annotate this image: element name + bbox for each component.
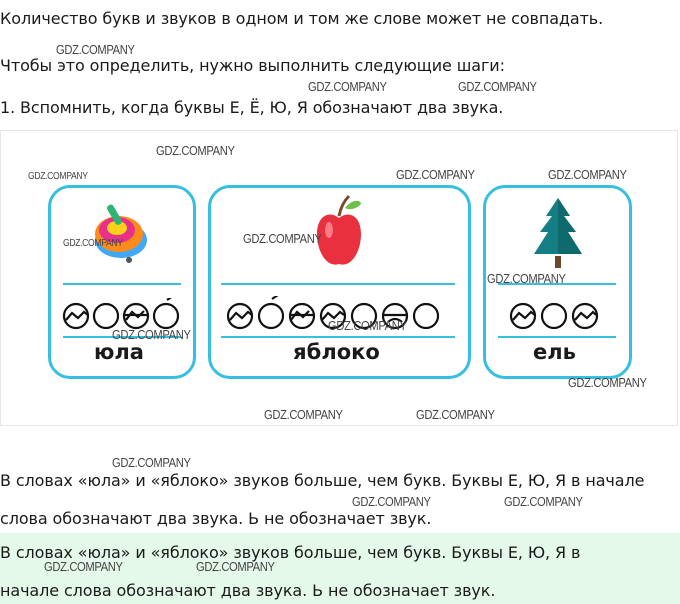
watermark: GDZ.COMPANY bbox=[63, 238, 123, 249]
divider-line bbox=[221, 283, 455, 285]
intro-line-1: Количество букв и звуков в одном и том же слове может не совпадать. bbox=[0, 9, 604, 28]
spinning-top-icon bbox=[89, 202, 153, 266]
watermark: GDZ.COMPANY bbox=[416, 407, 495, 422]
step-1-text: 1. Вспомнить, когда буквы Е, Ё, Ю, Я обозначают два звука. bbox=[0, 98, 504, 117]
watermark: GDZ.COMPANY bbox=[112, 327, 191, 342]
watermark: GDZ.COMPANY bbox=[396, 167, 475, 182]
watermark: GDZ.COMPANY bbox=[458, 79, 537, 94]
watermark: GDZ.COMPANY bbox=[504, 494, 583, 509]
answer-line-1: В словах «юла» и «яблоко» звуков больше, чем букв. Буквы Е, Ю, Я в начале bbox=[0, 471, 645, 490]
watermark: GDZ.COMPANY bbox=[352, 494, 431, 509]
divider-line bbox=[498, 336, 616, 338]
watermark: GDZ.COMPANY bbox=[44, 559, 123, 574]
fir-tree-icon bbox=[532, 198, 584, 270]
word-yabloko: яблоко bbox=[293, 340, 380, 364]
watermark: GDZ.COMPANY bbox=[56, 42, 135, 57]
divider-line bbox=[63, 283, 181, 285]
watermark: GDZ.COMPANY bbox=[196, 559, 275, 574]
answer-line-2: слова обозначают два звука. Ь не обозначает звук. bbox=[0, 509, 432, 528]
apple-icon bbox=[315, 194, 363, 270]
watermark: GDZ.COMPANY bbox=[308, 79, 387, 94]
watermark: GDZ.COMPANY bbox=[156, 143, 235, 158]
watermark: GDZ.COMPANY bbox=[487, 271, 566, 286]
sound-scheme-yula bbox=[61, 298, 185, 330]
highlight-line-1: В словах «юла» и «яблоко» звуков больше, чем букв. Буквы Е, Ю, Я в bbox=[0, 543, 581, 562]
word-yel: ель bbox=[533, 340, 576, 364]
watermark: GDZ.COMPANY bbox=[548, 167, 627, 182]
watermark: GDZ.COMPANY bbox=[112, 455, 191, 470]
sound-scheme-yel bbox=[508, 296, 608, 330]
watermark: GDZ.COMPANY bbox=[568, 375, 647, 390]
highlight-line-2: начале слова обозначают два звука. Ь не обозначает звук. bbox=[0, 581, 496, 600]
card-yabloko bbox=[208, 185, 471, 379]
watermark: GDZ.COMPANY bbox=[28, 171, 88, 182]
intro-line-2: Чтобы это определить, нужно выполнить следующие шаги: bbox=[0, 56, 505, 75]
watermark: GDZ.COMPANY bbox=[328, 318, 407, 333]
watermark: GDZ.COMPANY bbox=[243, 231, 322, 246]
card-yula bbox=[48, 185, 196, 379]
word-yula: юла bbox=[94, 340, 144, 364]
watermark: GDZ.COMPANY bbox=[264, 407, 343, 422]
divider-line bbox=[221, 336, 455, 338]
